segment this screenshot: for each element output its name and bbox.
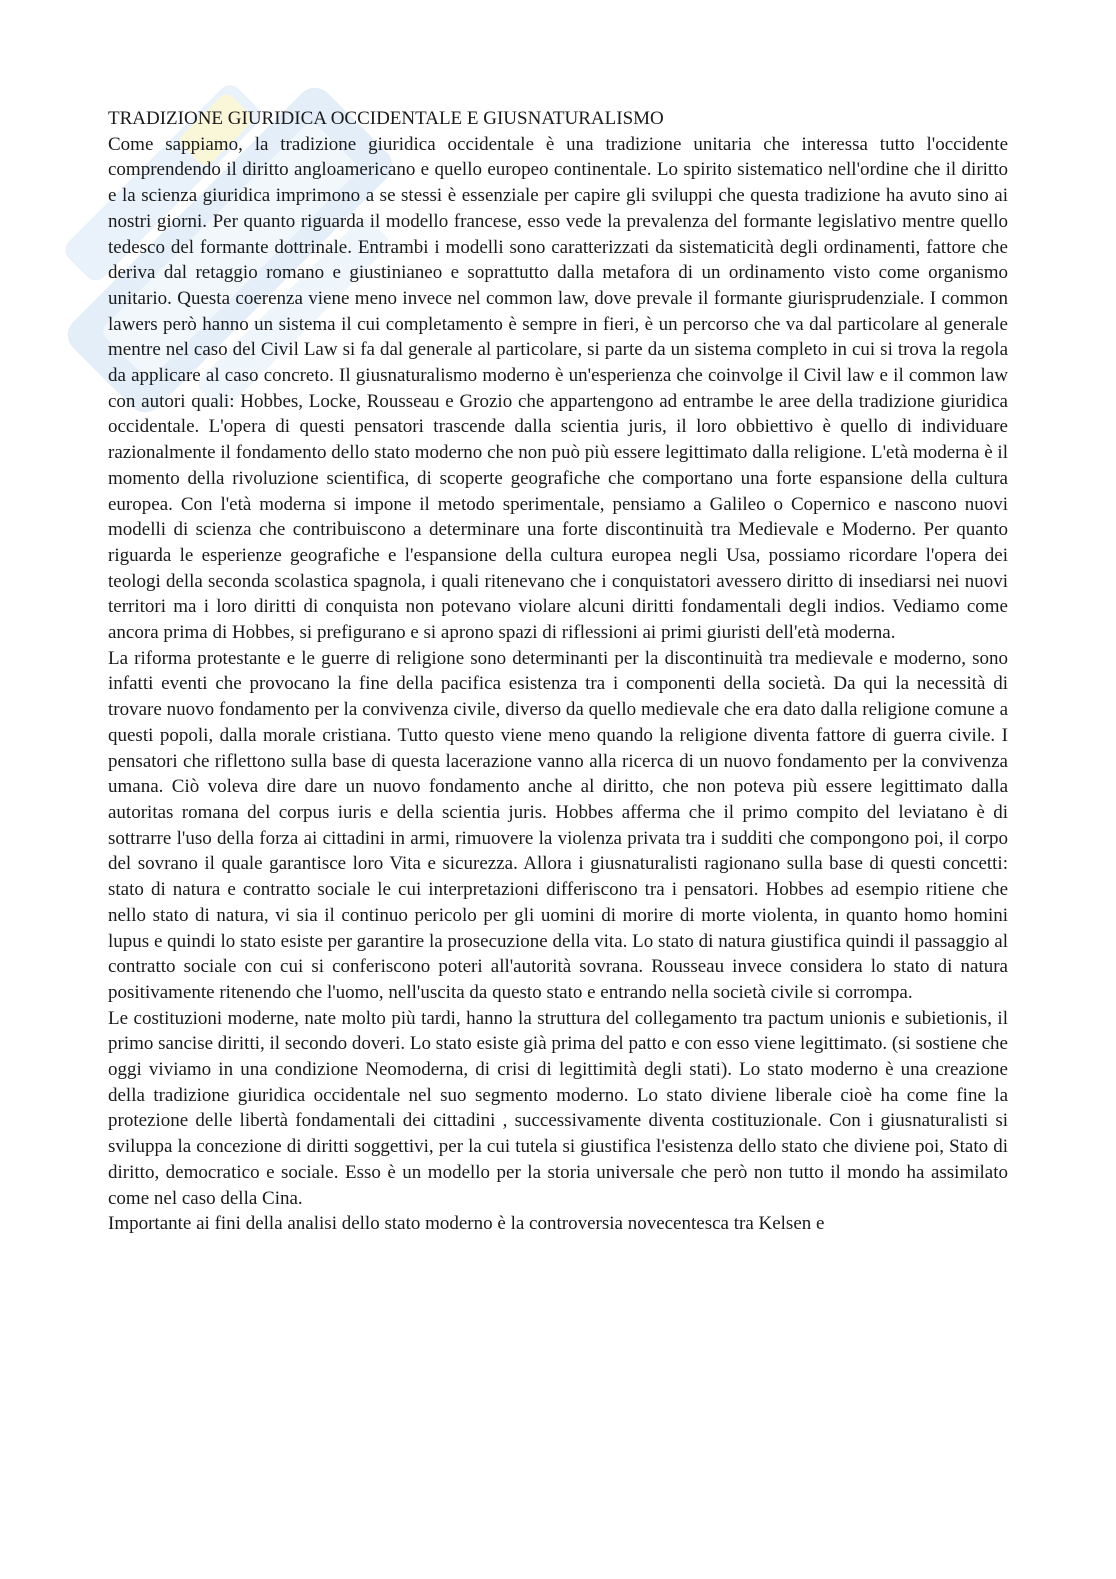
paragraph-2: La riforma protestante e le guerre di religione sono determinanti per la discontinuità tra medievale e moderno, sono infatti eventi che provocano la fine della pacifica esistenza tra i componenti della società. Da qui la necessità di trovare nuovo fondamento per la convivenza civile, diverso da quello medievale che era dato dalla religione comune a questi popoli, dalla morale cristiana. Tutto questo viene meno quando la religione diventa fattore di guerra civile. I pensatori che riflettono sulla base di questa lacerazione vanno alla ricerca di un nuovo fondamento per la convivenza umana. Ciò voleva dire dare un nuovo fondamento anche al diritto, che non poteva più essere legittimato dalla autoritas romana del corpus iuris e della scientia juris. Hobbes afferma che il primo compito del leviatano è di sottrarre l'uso della forza ai cittadini in armi, rimuovere la violenza privata tra i sudditi che compongono poi, il corpo del sovrano il quale garantisce loro Vita e sicurezza. Allora i giusnaturalisti ragionano sulla base di questi concetti: stato di natura e contratto sociale le cui interpretazioni differiscono tra i pensatori. Hobbes ad esempio ritiene che nello stato di natura, vi sia il continuo pericolo per gli uomini di morire di morte violenta, in quanto homo homini lupus e quindi lo stato esiste per garantire la prosecuzione della vita. Lo stato di natura giustifica quindi il passaggio al contratto sociale con cui si conferiscono poteri all'autorità sovrana. Rousseau invece considera lo stato di natura positivamente ritenendo che l'uomo, nell'uscita da questo stato e entrando nella società civile si corrompa.	[108, 647, 1008, 1003]
document-title: TRADIZIONE GIURIDICA OCCIDENTALE E GIUSNATURALISMO	[108, 108, 664, 129]
paragraph-3: Le costituzioni moderne, nate molto più tardi, hanno la struttura del collegamento tra pactum unionis e subietionis, il primo sancise diritti, il secondo doveri. Lo stato esiste già prima del patto e con esso viene legittimato. (si sostiene che oggi viviamo in una condizione Neomoderna, di crisi di legittimità degli stati). Lo stato moderno è una creazione della tradizione giuridica occidentale nel suo segmento moderno. Lo stato diviene liberale cioè ha come fine la protezione delle libertà fondamentali dei cittadini , successivamente diventa costituzionale. Con i giusnaturalisti si sviluppa la concezione di diritti soggettivi, per la cui tutela si giustifica l'esistenza dello stato che diviene poi, Stato di diritto, democratico e sociale. Esso è un modello per la storia universale che però non tutto il mondo ha assimilato come nel caso della Cina.	[108, 1007, 1008, 1209]
document-body	[108, 106, 1008, 1237]
paragraph-1: Come sappiamo, la tradizione giuridica occidentale è una tradizione unitaria che interessa tutto l'occidente comprendendo il diritto angloamericano e quello europeo continentale. Lo spirito sistematico nell'ordine che il diritto e la scienza giuridica imprimono a se stessi è essenziale per capire gli sviluppi che questa tradizione ha avuto sino ai nostri giorni. Per quanto riguarda il modello francese, esso vede la prevalenza del formante legislativo mentre quello tedesco del formante dottrinale. Entrambi i modelli sono caratterizzati da sistematicità degli ordinamenti, fattore che deriva dal retaggio romano e giustinianeo e soprattutto dalla metafora di un ordinamento visto come organismo unitario. Questa coerenza viene meno invece nel common law, dove prevale il formante giurisprudenziale. I common lawers però hanno un sistema il cui completamento è sempre in fieri, è un percorso che va dal particolare al generale mentre nel caso del Civil Law si fa dal generale al particolare, si parte da un sistema completo in cui si trova la regola da applicare al caso concreto. Il giusnaturalismo moderno è un'esperienza che coinvolge il Civil law e il common law con autori quali: Hobbes, Locke, Rousseau e Grozio che appartengono ad entrambe le aree della tradizione giuridica occidentale. L'opera di questi pensatori trascende dalla scientia juris, il loro obbiettivo è quello di individuare razionalmente il fondamento dello stato moderno che non può più essere legittimato dalla religione. L'età moderna è il momento della rivoluzione scientifica, di scoperte geografiche che comportano una forte espansione della cultura europea. Con l'età moderna si impone il metodo sperimentale, pensiamo a Galileo o Copernico e nascono nuovi modelli di scienza che contribuiscono a determinare una forte discontinuità tra Medievale e Moderno. Per quanto riguarda le esperienze geografiche e l'espansione della cultura europea negli Usa, possiamo ricordare l'opera dei teologi della seconda scolastica spagnola, i quali ritenevano che i conquistatori avessero diritto di insediarsi nei nuovi territori ma i loro diritti di conquista non potevano violare alcuni diritti fondamentali degli indios. Vediamo come ancora prima di Hobbes, si prefigurano e si aprono spazi di riflessioni ai primi giuristi dell'età moderna.	[108, 133, 1008, 644]
paragraph-4: Importante ai fini della analisi dello stato moderno è la controversia novecentesca tra Kelsen e	[108, 1213, 825, 1235]
